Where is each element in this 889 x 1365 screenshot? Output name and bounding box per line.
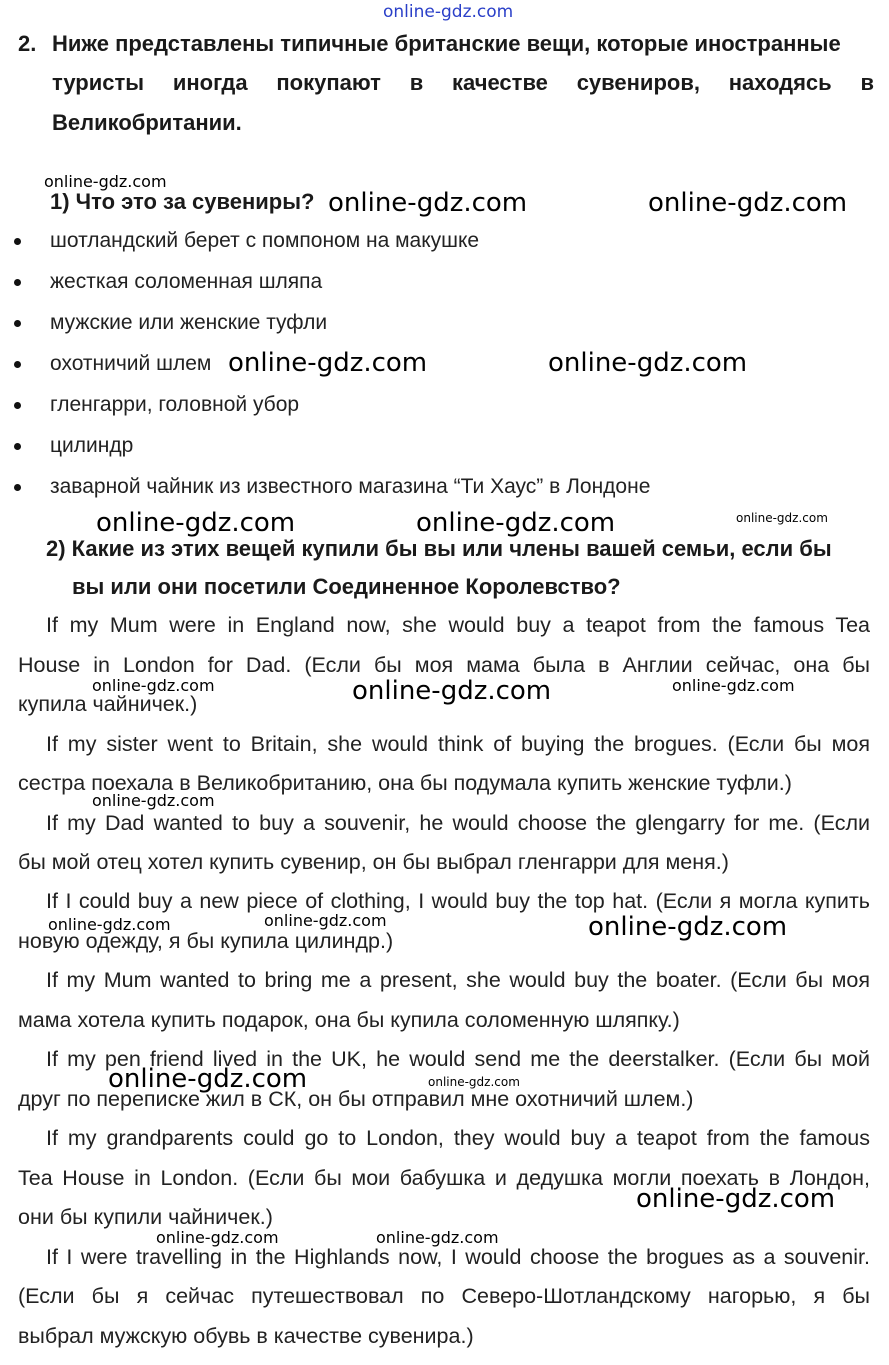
paragraph-line: House in London for Dad. (Если бы моя мама была в Англии сейчас, она бы (18, 653, 870, 677)
paragraph-line: новую одежду, я бы купила цилиндр.) (18, 929, 394, 953)
paragraph-line: If my Mum were in England now, she would buy a teapot from the famous Tea (46, 613, 870, 637)
watermark: online-gdz.com (48, 915, 171, 934)
watermark: online-gdz.com (648, 188, 848, 218)
paragraph-line: (Если бы я сейчас путешествовал по Северо-Шотландскому нагорью, я бы (18, 1284, 870, 1308)
watermark: online-gdz.com (736, 511, 828, 525)
watermark: online-gdz.com (228, 348, 428, 378)
watermark: online-gdz.com (588, 912, 788, 942)
watermark: online-gdz.com (548, 348, 748, 378)
list-item: охотничий шлем (50, 352, 212, 375)
paragraph-line: выбрал мужскую обувь в качестве сувенира.) (18, 1324, 474, 1348)
watermark: online-gdz.com (156, 1228, 279, 1247)
paragraph-line: друг по переписке жил в СК, он бы отправил мне охотничий шлем.) (18, 1087, 694, 1111)
bullet-icon (14, 320, 21, 327)
paragraph-line: If my grandparents could go to London, they would buy a teapot from the famous (46, 1126, 870, 1150)
bullet-icon (14, 402, 21, 409)
paragraph-line: они бы купили чайничек.) (18, 1205, 273, 1229)
watermark: online-gdz.com (44, 172, 167, 191)
question-2-line-1: 2) Какие из этих вещей купили бы вы или члены вашей семьи, если бы (46, 536, 832, 561)
watermark: online-gdz.com (92, 791, 215, 810)
watermark: online-gdz.com (352, 676, 552, 706)
list-item: гленгарри, головной убор (50, 393, 300, 416)
watermark: online-gdz.com (108, 1064, 308, 1094)
bullet-icon (14, 279, 21, 286)
question-1: 1) Что это за сувениры? (50, 189, 315, 214)
list-item: заварной чайник из известного магазина “Ти Хаус” в Лондоне (50, 475, 651, 498)
bullet-icon (14, 484, 21, 491)
paragraph-line: мама хотела купить подарок, она бы купила соломенную шляпку.) (18, 1008, 680, 1032)
watermark: online-gdz.com (96, 508, 296, 538)
paragraph-line: If I could buy a new piece of clothing, I would buy the top hat. (Если я могла купить (46, 889, 870, 913)
list-item: шотландский берет с помпоном на макушке (50, 229, 480, 252)
task-number: 2. (18, 31, 37, 56)
paragraph-line: If my Dad wanted to buy a souvenir, he would choose the glengarry for me. (Если (46, 811, 870, 835)
watermark: online-gdz.com (328, 188, 528, 218)
watermark: online-gdz.com (428, 1075, 520, 1089)
watermark: online-gdz.com (416, 508, 616, 538)
question-2-line-2: вы или они посетили Соединенное Королевство? (72, 574, 621, 599)
watermark: online-gdz.com (376, 1228, 499, 1247)
task-line-3: Великобритании. (52, 110, 242, 135)
bullet-icon (14, 238, 21, 245)
paragraph-line: купила чайничек.) (18, 692, 198, 716)
paragraph-line: бы мой отец хотел купить сувенир, он бы выбрал гленгарри для меня.) (18, 850, 729, 874)
paragraph-line: сестра поехала в Великобританию, она бы подумала купить женские туфли.) (18, 771, 792, 795)
paragraph-line: Tea House in London. (Если бы мои бабушка и дедушка могли поехать в Лондон, (18, 1166, 870, 1190)
watermark: online-gdz.com (264, 911, 387, 930)
paragraph-line: If my Mum wanted to bring me a present, she would buy the boater. (Если бы моя (46, 968, 870, 992)
task-line-1: Ниже представлены типичные британские вещи, которые иностранные (52, 31, 841, 56)
paragraph-line: If I were travelling in the Highlands now, I would choose the brogues as a souvenir. (46, 1245, 870, 1269)
header-watermark: online-gdz.com (383, 2, 514, 22)
list-item: жесткая соломенная шляпа (50, 270, 323, 293)
task-line-2: туристы иногда покупают в качестве сувениров, находясь в (52, 70, 874, 95)
watermark: online-gdz.com (672, 676, 795, 695)
watermark: online-gdz.com (92, 676, 215, 695)
list-item: цилиндр (50, 434, 134, 457)
watermark: online-gdz.com (636, 1184, 836, 1214)
paragraph-line: If my pen friend lived in the UK, he would send me the deerstalker. (Если бы мой (46, 1047, 870, 1071)
paragraph-line: If my sister went to Britain, she would think of buying the brogues. (Если бы моя (46, 732, 870, 756)
bullet-icon (14, 361, 21, 368)
bullet-icon (14, 443, 21, 450)
list-item: мужские или женские туфли (50, 311, 328, 334)
